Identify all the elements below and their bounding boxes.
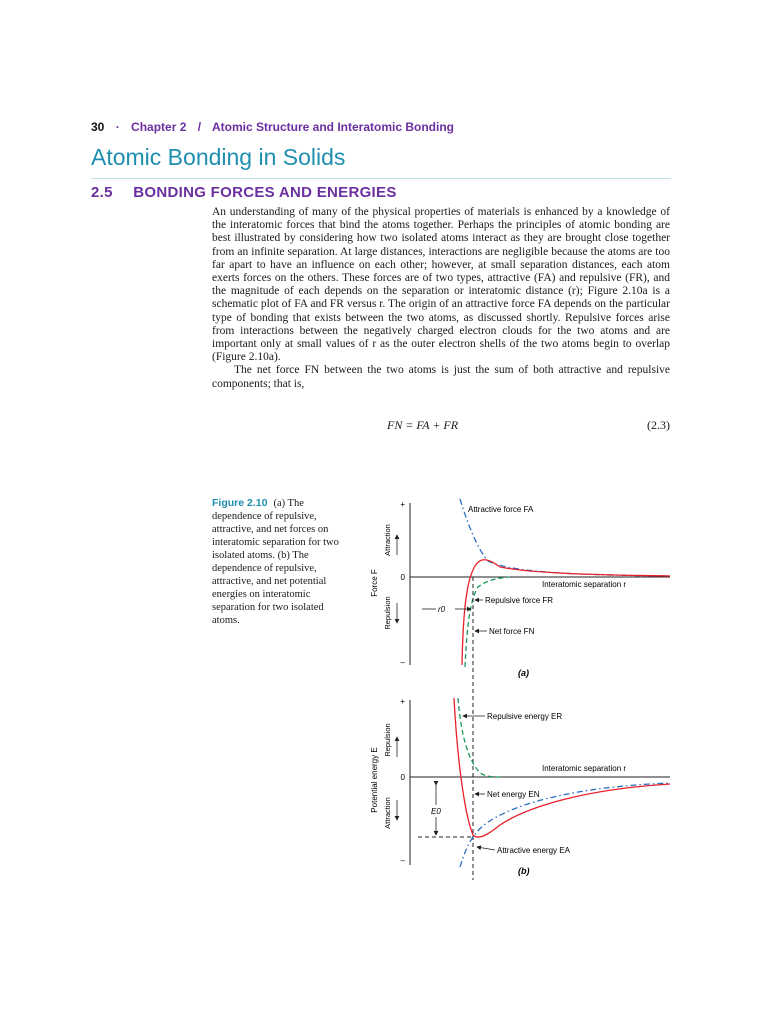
- panel-a-plus: +: [400, 500, 405, 509]
- panel-a-x-label: Interatomic separation r: [542, 580, 627, 589]
- page-number: 30: [91, 120, 105, 134]
- running-head-separator: /: [197, 120, 202, 134]
- repulsive-energy-label: Repulsive energy ER: [487, 712, 563, 721]
- panel-b-minus: –: [400, 856, 405, 865]
- equation-number: (2.3): [647, 418, 670, 432]
- panel-a-y-label: Force F: [370, 569, 379, 597]
- figure-svg: [360, 495, 680, 885]
- net-energy-label: Net energy EN: [487, 790, 540, 799]
- caption-text: (a) The dependence of repulsive, attractive, and net forces on interatomic separation for two isolated atoms. (b) The dependence of repulsive, attractive, and net potential energies on interatomic separation for two isolated atoms.: [212, 498, 339, 626]
- panel-a-attraction-label: Attraction: [383, 524, 392, 556]
- panel-b-plus: +: [400, 697, 405, 706]
- panel-b-attraction-label: Attraction: [383, 797, 392, 829]
- panel-b-x-label: Interatomic separation r: [542, 764, 627, 773]
- repulsive-force-curve: [465, 577, 510, 667]
- subsection-heading: [91, 184, 397, 201]
- panel-a-repulsion-label: Repulsion: [383, 596, 392, 630]
- r0-label: r0: [438, 605, 446, 614]
- running-head-bullet: ·: [115, 120, 120, 134]
- panel-b-repulsion-label: Repulsion: [383, 723, 392, 757]
- panel-b: [370, 697, 670, 876]
- running-head-chapter: Chapter 2: [131, 120, 187, 134]
- net-force-label: Net force FN: [489, 627, 535, 636]
- repulsive-energy-curve: [458, 698, 500, 777]
- repulsive-force-label: Repulsive force FR: [485, 596, 554, 605]
- figure-label: Figure 2.10: [212, 497, 268, 509]
- attractive-energy-label: Attractive energy EA: [497, 846, 570, 855]
- panel-b-zero: 0: [400, 773, 405, 782]
- subsection-number: 2.5: [91, 184, 113, 201]
- panel-a-zero: 0: [400, 573, 405, 582]
- panel-b-label: (b): [518, 866, 530, 876]
- section-title: Atomic Bonding in Solids: [91, 144, 346, 170]
- equation-2-3: [212, 418, 670, 434]
- panel-a-label: (a): [518, 668, 529, 678]
- attractive-force-label: Attractive force FA: [468, 505, 534, 514]
- subsection-title: BONDING FORCES AND ENERGIES: [133, 184, 397, 201]
- running-head-chapter-title: Atomic Structure and Interatomic Bonding: [211, 120, 454, 134]
- equation-text: FN = FA + FR: [387, 418, 459, 432]
- e0-label: E0: [431, 807, 441, 816]
- panel-a-minus: –: [400, 658, 405, 667]
- figure-caption: [212, 497, 347, 627]
- paragraph-2: The net force FN between the two atoms is just the sum of both attractive and repulsive components; that is,: [212, 364, 670, 390]
- net-force-curve: [462, 560, 670, 665]
- body-text: [212, 206, 670, 391]
- running-head: [91, 120, 454, 134]
- paragraph-1: An understanding of many of the physical properties of materials is enhanced by a knowledge of the interatomic forces that bind the atoms together. Perhaps the principles of atomic bonding are best illustrated by considering how two isolated atoms interact as they are brought close together from an infinite separation. At large distances, interactions are negligible because the atoms are too far apart to have an influence on each other; however, at small separation distances, each atom exerts forces on the others. These forces are of two types, attractive (FA) and repulsive (FR), and the magnitude of each depends on the separation or interatomic distance (r); Figure 2.10a is a schematic plot of FA and FR versus r. The origin of an attractive force FA depends on the particular type of bonding that exists between the two atoms, as discussed shortly. Repulsive forces arise from interactions between the negatively charged electron clouds for the two atoms and are important only at small values of r as the outer electron shells of the two atoms begin to overlap (Figure 2.10a).: [212, 206, 670, 364]
- panel-b-y-label: Potential energy E: [370, 747, 379, 813]
- title-rule: [91, 178, 671, 179]
- attractive-energy-pointer: [477, 847, 495, 850]
- figure-2-10: [360, 495, 680, 890]
- panel-a: [370, 499, 670, 880]
